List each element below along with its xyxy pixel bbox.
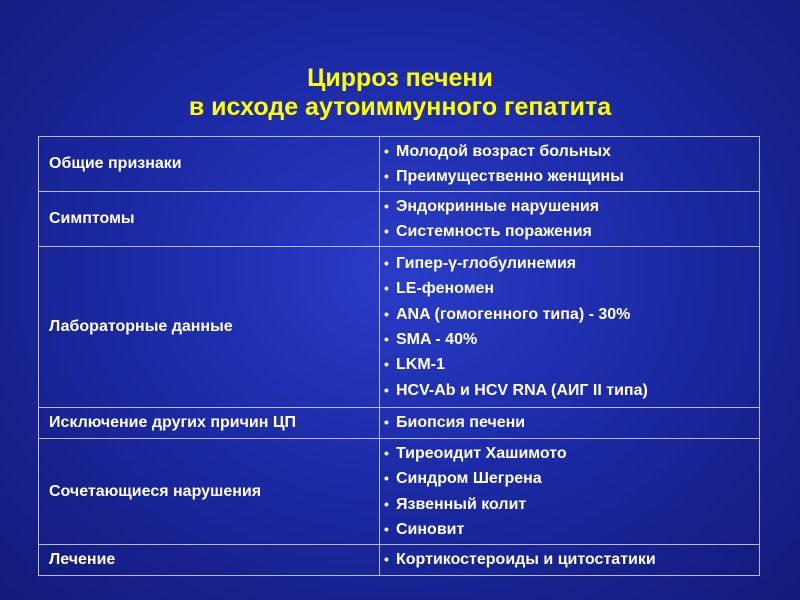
list-item <box>384 466 759 491</box>
list-item <box>384 194 759 219</box>
row-label: Симптомы <box>39 192 380 247</box>
row-label: Сочетающиеся нарушения <box>39 439 380 545</box>
list-item <box>384 492 759 517</box>
table-row <box>39 545 760 576</box>
list-item-text: Тиреоидит Хашимото <box>396 444 567 462</box>
bullet-icon: • <box>384 381 389 398</box>
row-values <box>380 247 760 408</box>
bullet-icon: • <box>384 331 389 347</box>
list-item <box>384 164 759 189</box>
list-item-text: Язвенный колит <box>396 495 527 513</box>
bullet-icon: • <box>384 495 389 512</box>
list-item-text: ANA (гомогенного типа) - 30% <box>396 305 631 323</box>
list-item-text: Кортикостероиды и цитостатики <box>396 551 656 569</box>
slide-title-line-2: в исходе аутоиммунного гепатита <box>188 93 612 121</box>
list-item-text: Гипер-γ-глобулинемия <box>396 255 577 273</box>
list-item-text: LKM-1 <box>396 356 445 374</box>
slide-title-line-1: Цирроз печени <box>307 64 493 92</box>
bullet-icon: • <box>384 444 389 461</box>
bullet-icon: • <box>384 197 389 214</box>
bullet-icon: • <box>384 142 389 159</box>
table-row <box>39 247 760 408</box>
list-item-text: Синовит <box>396 520 465 538</box>
slide-title <box>0 64 800 122</box>
row-label: Исключение других причин ЦП <box>39 408 380 439</box>
list-item <box>384 410 759 435</box>
list-item <box>384 441 759 466</box>
list-item-text: SMA - 40% <box>396 331 478 348</box>
list-item <box>384 517 759 542</box>
table-row <box>39 137 760 192</box>
bullet-icon: • <box>384 223 389 239</box>
row-values <box>380 439 760 545</box>
list-item-text: Биопсия печени <box>396 414 526 432</box>
list-item-text: LE-феномен <box>396 280 495 298</box>
bullet-icon: • <box>384 520 389 537</box>
list-item <box>384 139 759 164</box>
row-values <box>380 545 760 576</box>
list-item <box>384 378 759 403</box>
table-row <box>39 408 760 439</box>
list-item <box>384 547 759 572</box>
bullet-icon: • <box>384 470 389 487</box>
table-row <box>39 439 760 545</box>
list-item-text: Молодой возраст больных <box>396 142 611 160</box>
list-item <box>384 302 759 327</box>
row-values <box>380 192 760 247</box>
list-item-text: Эндокринные нарушения <box>396 197 600 215</box>
row-label: Лабораторные данные <box>39 247 380 408</box>
bullet-icon: • <box>384 305 389 322</box>
list-item-text: Преимущественно женщины <box>396 168 624 185</box>
bullet-icon: • <box>384 168 389 184</box>
row-label: Лечение <box>39 545 380 576</box>
list-item-text: Системность поражения <box>396 223 592 240</box>
bullet-icon: • <box>384 255 389 272</box>
row-values <box>380 137 760 192</box>
list-item <box>384 352 759 377</box>
row-values <box>380 408 760 439</box>
list-item-text: HCV-Ab и HCV RNA (АИГ II типа) <box>396 381 648 399</box>
list-item <box>384 219 759 244</box>
row-label: Общие признаки <box>39 137 380 192</box>
bullet-icon: • <box>384 356 389 373</box>
list-item-text: Синдром Шегрена <box>396 470 542 488</box>
table-row <box>39 192 760 247</box>
bullet-icon: • <box>384 414 389 431</box>
info-table <box>38 136 760 576</box>
list-item <box>384 276 759 301</box>
list-item <box>384 327 759 352</box>
bullet-icon: • <box>384 551 389 568</box>
bullet-icon: • <box>384 280 389 297</box>
list-item <box>384 251 759 276</box>
